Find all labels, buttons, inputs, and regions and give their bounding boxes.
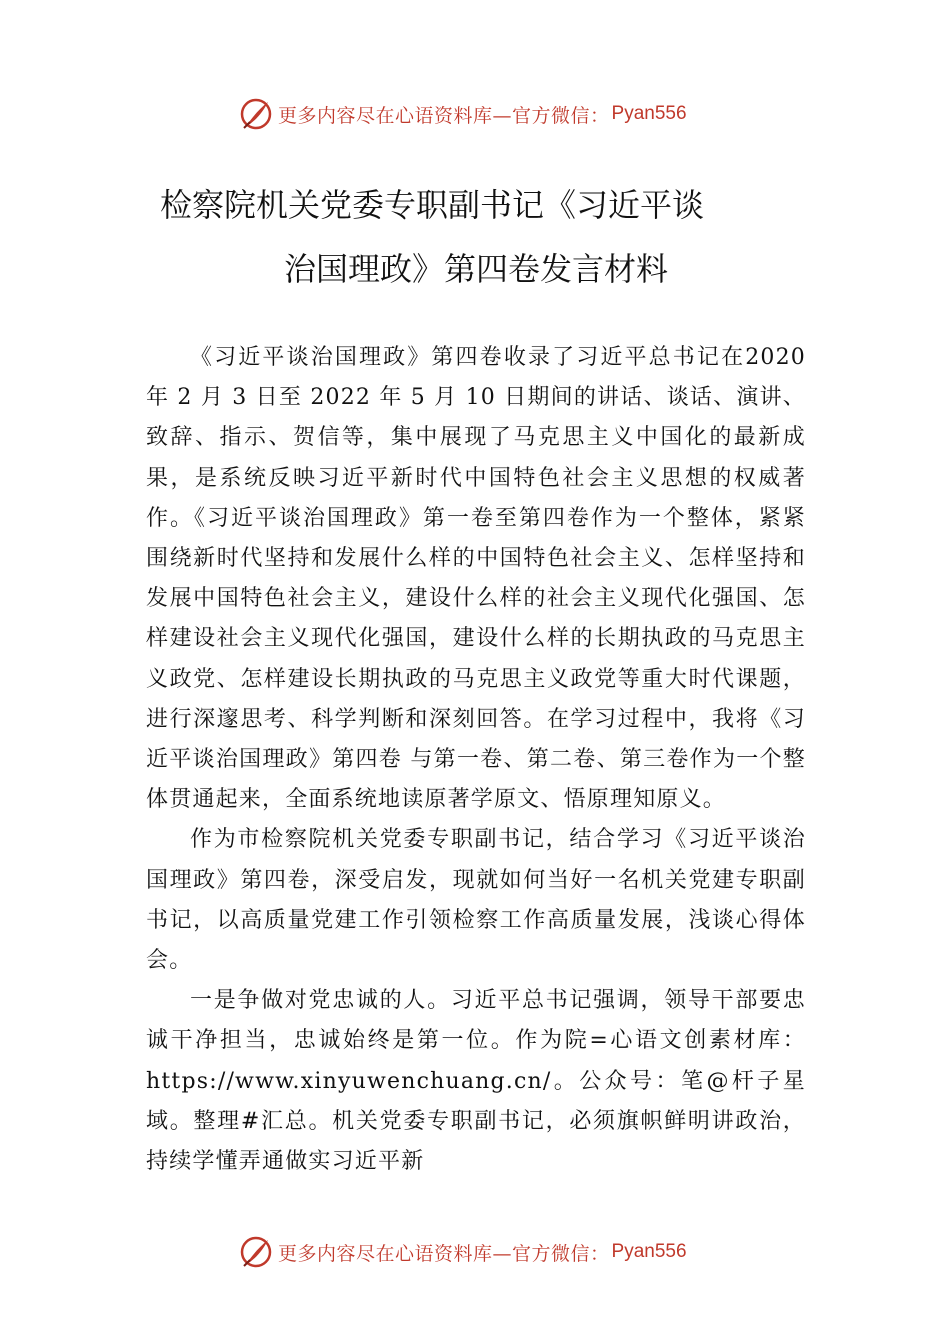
banner-text: 更多内容尽在心语资料库—官方微信： [278, 1242, 610, 1265]
document-body [146, 338, 806, 1182]
banner-wechat-id: Pyan556 [611, 1241, 687, 1262]
header-banner [238, 94, 687, 134]
banner-wechat-id: Pyan556 [611, 103, 687, 124]
title-line-1: 检察院机关党委专职副书记《习近平谈 [160, 186, 705, 224]
footer-banner [238, 1232, 687, 1272]
body-paragraph-1: 《习近平谈治国理政》第四卷收录了习近平总书记在2020 年 2 月 3 日至 2022 年 5 月 10 日期间的讲话、谈话、演讲、致辞、指示、贺信等，集中展现了马克思主义中国化的最新成果，是系统反映习近平新时代中国特色社会主义思想的权威著作。《习近平谈治国理政》第一卷至第四卷作为一个整体，紧紧围绕新时代坚持和发展什么样的中国特色社会主义、怎样坚持和发展中国特色社会主义，建设什么样的社会主义现代化强国、怎样建设社会主义现代化强国，建设什么样的长期执政的马克思主义政党、怎样建设长期执政的马克思主义政党等重大时代课题，进行深邃思考、科学判断和深刻回答。在学习过程中，我将《习近平谈治国理政》第四卷 与第一卷、第二卷、第三卷作为一个整体贯通起来，全面系统地读原著学原文、悟原理知原义。 [146, 345, 806, 813]
body-paragraph-3: 一是争做对党忠诚的人。习近平总书记强调，领导干部要忠诚干净担当，忠诚始终是第一位。作为院=心语文创素材库：https://www.xinyuwenchuang.cn/。公众号：笔@杆子星域。整理#汇总。机关党委专职副书记，必须旗帜鲜明讲政治，持续学懂弄通做实习近平新 [146, 988, 806, 1175]
title-line-2: 治国理政》第四卷发言材料 [284, 250, 669, 288]
banner-text: 更多内容尽在心语资料库—官方微信： [278, 104, 610, 127]
body-paragraph-2: 作为市检察院机关党委专职副书记，结合学习《习近平谈治国理政》第四卷，深受启发，现就如何当好一名机关党建专职副书记，以高质量党建工作引领检察工作高质量发展，浅谈心得体会。 [146, 827, 806, 974]
quill-pen-logo-icon [238, 1234, 274, 1270]
quill-pen-logo-icon [238, 96, 274, 132]
